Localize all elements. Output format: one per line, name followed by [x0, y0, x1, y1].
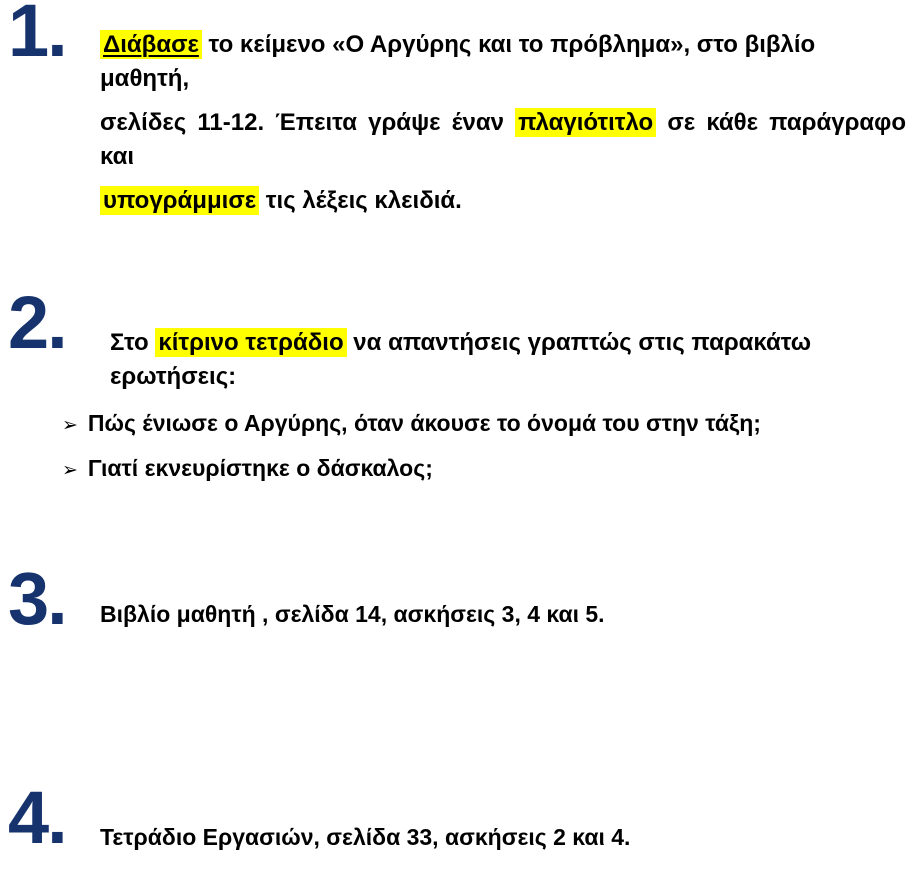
task-3-number: 3. [8, 557, 66, 640]
task-4 [0, 776, 913, 859]
arrow-bullet-icon: ➢ [62, 414, 78, 436]
task-2-header-post: να απαντήσεις γραπτώς στις παρακάτω ερωτήσεις: [110, 329, 818, 390]
highlighted-word-ypogrammise: υπογράμμισε [100, 186, 259, 215]
task-2 [0, 281, 913, 496]
task-1-line-3 [100, 184, 906, 218]
task-2-text [110, 292, 913, 394]
task-1-line-1-text: το κείμενο «Ο Αργύρης και το πρόβλημα», στο βιβλίο μαθητή, [100, 31, 822, 92]
task-4-text: Τετράδιο Εργασιών, σελίδα 33, ασκήσεις 2 και 4. [100, 824, 631, 850]
highlighted-word-plagiotitlo: πλαγιότιτλο [515, 108, 656, 137]
task-3 [0, 557, 913, 640]
task-2-header [110, 326, 913, 394]
task-2-number: 2. [8, 281, 66, 364]
list-item [62, 406, 913, 442]
task-4-number: 4. [8, 776, 66, 859]
task-2-bullet-list [62, 406, 913, 487]
task-1-line-2 [100, 106, 913, 174]
highlighted-word-diavase: Διάβασε [100, 30, 202, 59]
bullet-question-1: Πώς ένιωσε ο Αργύρης, όταν άκουσε το όνομά του στην τάξη; [87, 410, 761, 436]
task-1-number: 1. [8, 0, 66, 72]
task-1-text [100, 0, 913, 218]
list-item [62, 451, 913, 487]
task-1-line-3-text: τις λέξεις κλειδιά. [259, 187, 462, 214]
bullet-question-2: Γιατί εκνευρίστηκε ο δάσκαλος; [87, 455, 433, 481]
task-3-text: Βιβλίο μαθητή , σελίδα 14, ασκήσεις 3, 4 και 5. [100, 601, 605, 627]
task-1 [0, 0, 913, 228]
task-1-line-2-text-post: σε κάθε παράγραφο και [100, 109, 913, 170]
task-1-line-2-text-pre: σελίδες 11-12. Έπειτα γράψε έναν [100, 109, 516, 136]
highlighted-word-kitrino-tetradio: κίτρινο τετράδιο [155, 328, 346, 357]
task-1-line-1 [100, 28, 906, 96]
arrow-bullet-icon: ➢ [62, 459, 78, 481]
task-2-header-pre: Στο [110, 329, 156, 356]
